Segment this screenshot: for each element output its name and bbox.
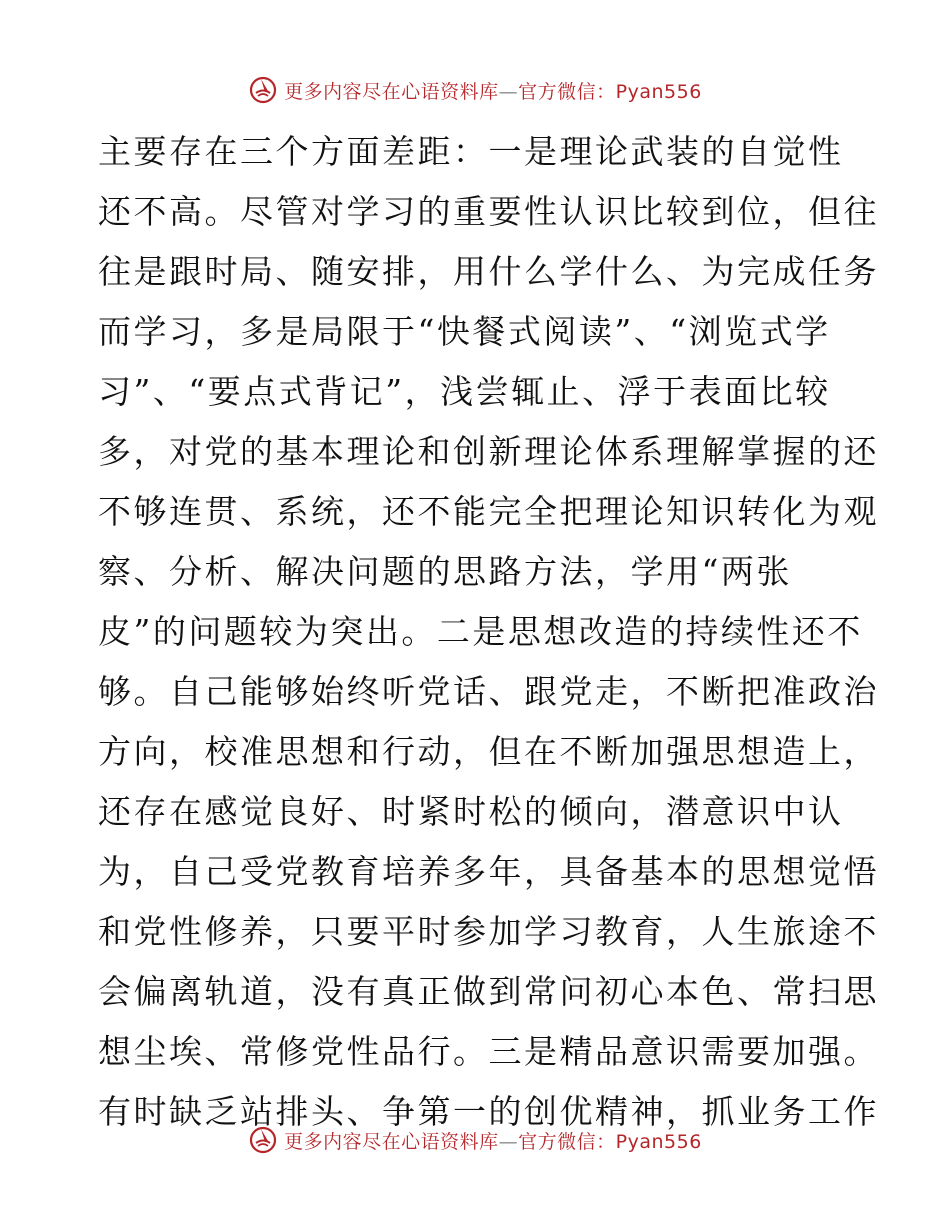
text-line: 还存在感觉良好、时紧时松的倾向，潜意识中认 bbox=[98, 792, 844, 831]
header-banner bbox=[0, 70, 950, 110]
banner-separator: — bbox=[498, 1130, 519, 1153]
text-line: 方向，校准思想和行动，但在不断加强思想造上， bbox=[98, 732, 879, 771]
text-line: 皮”的问题较为突出。二是思想改造的持续性还不 bbox=[98, 612, 863, 651]
banner-main-text: 更多内容尽在心语资料库 bbox=[284, 80, 499, 103]
banner-wechat-text: 官方微信：Pyan556 bbox=[518, 1130, 702, 1153]
text-line: 而学习，多是局限于“快餐式阅读”、“浏览式学 bbox=[98, 312, 831, 351]
text-line: 还不高。尽管对学习的重要性认识比较到位，但往 bbox=[98, 192, 879, 231]
banner-main-text: 更多内容尽在心语资料库 bbox=[284, 1130, 499, 1153]
text-line: 想尘埃、常修党性品行。三是精品意识需要加强。 bbox=[98, 1032, 879, 1071]
text-line: 和党性修养，只要平时参加学习教育，人生旅途不 bbox=[98, 912, 879, 951]
footer-banner bbox=[0, 1120, 950, 1160]
text-line: 往是跟时局、随安排，用什么学什么、为完成任务 bbox=[98, 252, 879, 291]
book-pen-logo-icon bbox=[248, 75, 278, 105]
text-line: 不够连贯、系统，还不能完全把理论知识转化为观 bbox=[98, 492, 879, 531]
banner-separator: — bbox=[498, 80, 519, 103]
text-line: 有时缺乏站排头、争第一的创优精神，抓业务工作 bbox=[98, 1092, 879, 1131]
text-line: 会偏离轨道，没有真正做到常问初心本色、常扫思 bbox=[98, 972, 879, 1011]
banner-wechat-text: 官方微信：Pyan556 bbox=[518, 80, 702, 103]
text-line: 主要存在三个方面差距：一是理论武装的自觉性 bbox=[98, 132, 844, 171]
text-line: 习”、“要点式背记”，浅尝辄止、浮于表面比较 bbox=[98, 372, 831, 411]
text-line: 多，对党的基本理论和创新理论体系理解掌握的还 bbox=[98, 432, 879, 471]
text-line: 够。自己能够始终听党话、跟党走，不断把准政治 bbox=[98, 672, 879, 711]
book-pen-logo-icon bbox=[248, 1125, 278, 1155]
text-line: 察、分析、解决问题的思路方法，学用“两张 bbox=[98, 552, 792, 591]
text-line: 为，自己受党教育培养多年，具备基本的思想觉悟 bbox=[98, 852, 879, 891]
